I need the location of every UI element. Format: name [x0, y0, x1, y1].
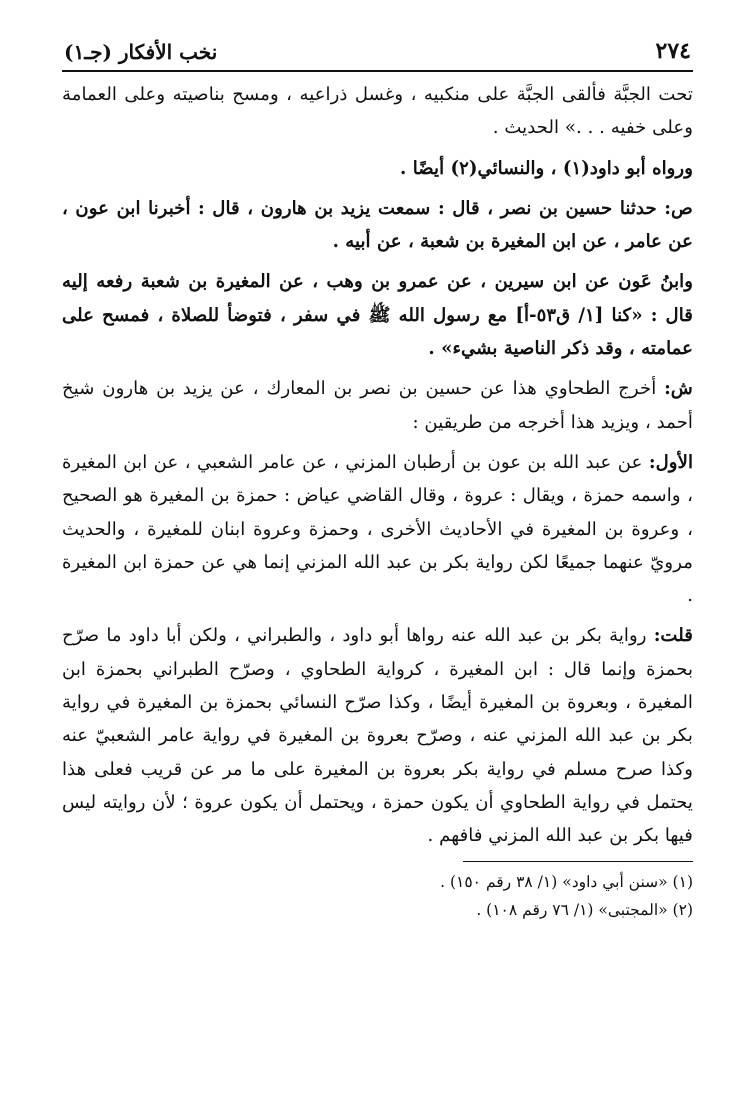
footnotes — [62, 868, 693, 924]
running-title: نخب الأفكار (جـ١) — [64, 40, 218, 64]
header-rule — [62, 70, 693, 72]
paragraph-text: وابنُ عَون عن ابن سيرين ، عن عمرو بن وهب ، عن المغيرة بن شعبة رفعه إليه قال : «كنا [١/ ق٥٣-أ] مع رسول الله ﷺ في سفر ، فتوضأ للصلاة ، فمسح على عمامته ، وقد ذكر الناصية بشيء» . — [62, 271, 693, 360]
paragraph-label: ص: — [664, 197, 693, 219]
paragraph — [62, 265, 693, 365]
paragraph — [62, 446, 693, 612]
paragraph-label: ش: — [664, 378, 693, 400]
footnote: (١) «سنن أبي داود» (١/ ٣٨ رقم ١٥٠) . — [440, 872, 693, 891]
page-header — [62, 38, 693, 70]
paragraph — [62, 152, 693, 185]
paragraph — [62, 372, 693, 439]
paragraph — [62, 192, 693, 259]
paragraph-label: قلت: — [653, 625, 693, 647]
footnote-rule — [463, 861, 693, 862]
paragraph-text: تحت الجبَّة فألقى الجبَّة على منكبيه ، وغسل ذراعيه ، ومسح بناصيته وعلى العمامة وعلى خفيه . . .» الحديث . — [62, 84, 693, 139]
page-number: ٢٧٤ — [655, 38, 691, 64]
paragraph-text: حدثنا حسين بن نصر ، قال : سمعت يزيد بن هارون ، قال : أخبرنا ابن عون ، عن عامر ، عن ابن المغيرة بن شعبة ، عن أبيه . — [62, 197, 693, 253]
body-text — [62, 78, 693, 853]
paragraph-label: الأول: — [648, 451, 693, 473]
paragraph-text: عن عبد الله بن عون بن أرطبان المزني ، عن عامر الشعبي ، عن ابن المغيرة ، واسمه حمزة ، ويقال : عروة ، وقال القاضي عياض : حمزة بن المغيرة هو الصحيح ، وعروة بن المغيرة في الأحاديث الأخرى ، وحمزة وعروة ابنان للمغيرة ، والحديث مرويّ عنهما جميعًا لكن رواية بكر بن عبد الله المزني إنما هي عن حمزة ابن المغيرة . — [62, 451, 693, 607]
paragraph-text: ورواه أبو داود(١) ، والنسائي(٢) أيضًا . — [400, 157, 693, 179]
paragraph — [62, 619, 693, 852]
paragraph — [62, 78, 693, 145]
paragraph-text: رواية بكر بن عبد الله عنه رواها أبو داود ، والطبراني ، ولكن أبا داود ما صرّح بحمزة وإنما قال : ابن المغيرة ، كرواية الطحاوي ، وصرّح الطبراني بحمزة ابن المغيرة ، وبعروة بن المغيرة أيضًا ، وكذا صرّح النسائي بحمزة بن المغيرة في رواية بكر بن عبد الله المزني عنه ، وصرّح بعروة بن المغيرة في رواية عامر الشعبيّ عنه وكذا صرح مسلم في رواية بكر بعروة بن المغيرة على ما مر عن قريب فعلى هذا يحتمل في رواية الطحاوي أن يكون حمزة ، ويحتمل أن يكون عروة ؛ لأن روايته ليس فيها بكر بن عبد الله المزني فافهم . — [62, 625, 693, 847]
footnote: (٢) «المجتبى» (١/ ٧٦ رقم ١٠٨) . — [476, 900, 693, 919]
paragraph-text: أخرج الطحاوي هذا عن حسين بن نصر بن المعارك ، عن يزيد بن هارون شيخ أحمد ، ويزيد هذا أخرجه من طريقين : — [62, 378, 693, 433]
